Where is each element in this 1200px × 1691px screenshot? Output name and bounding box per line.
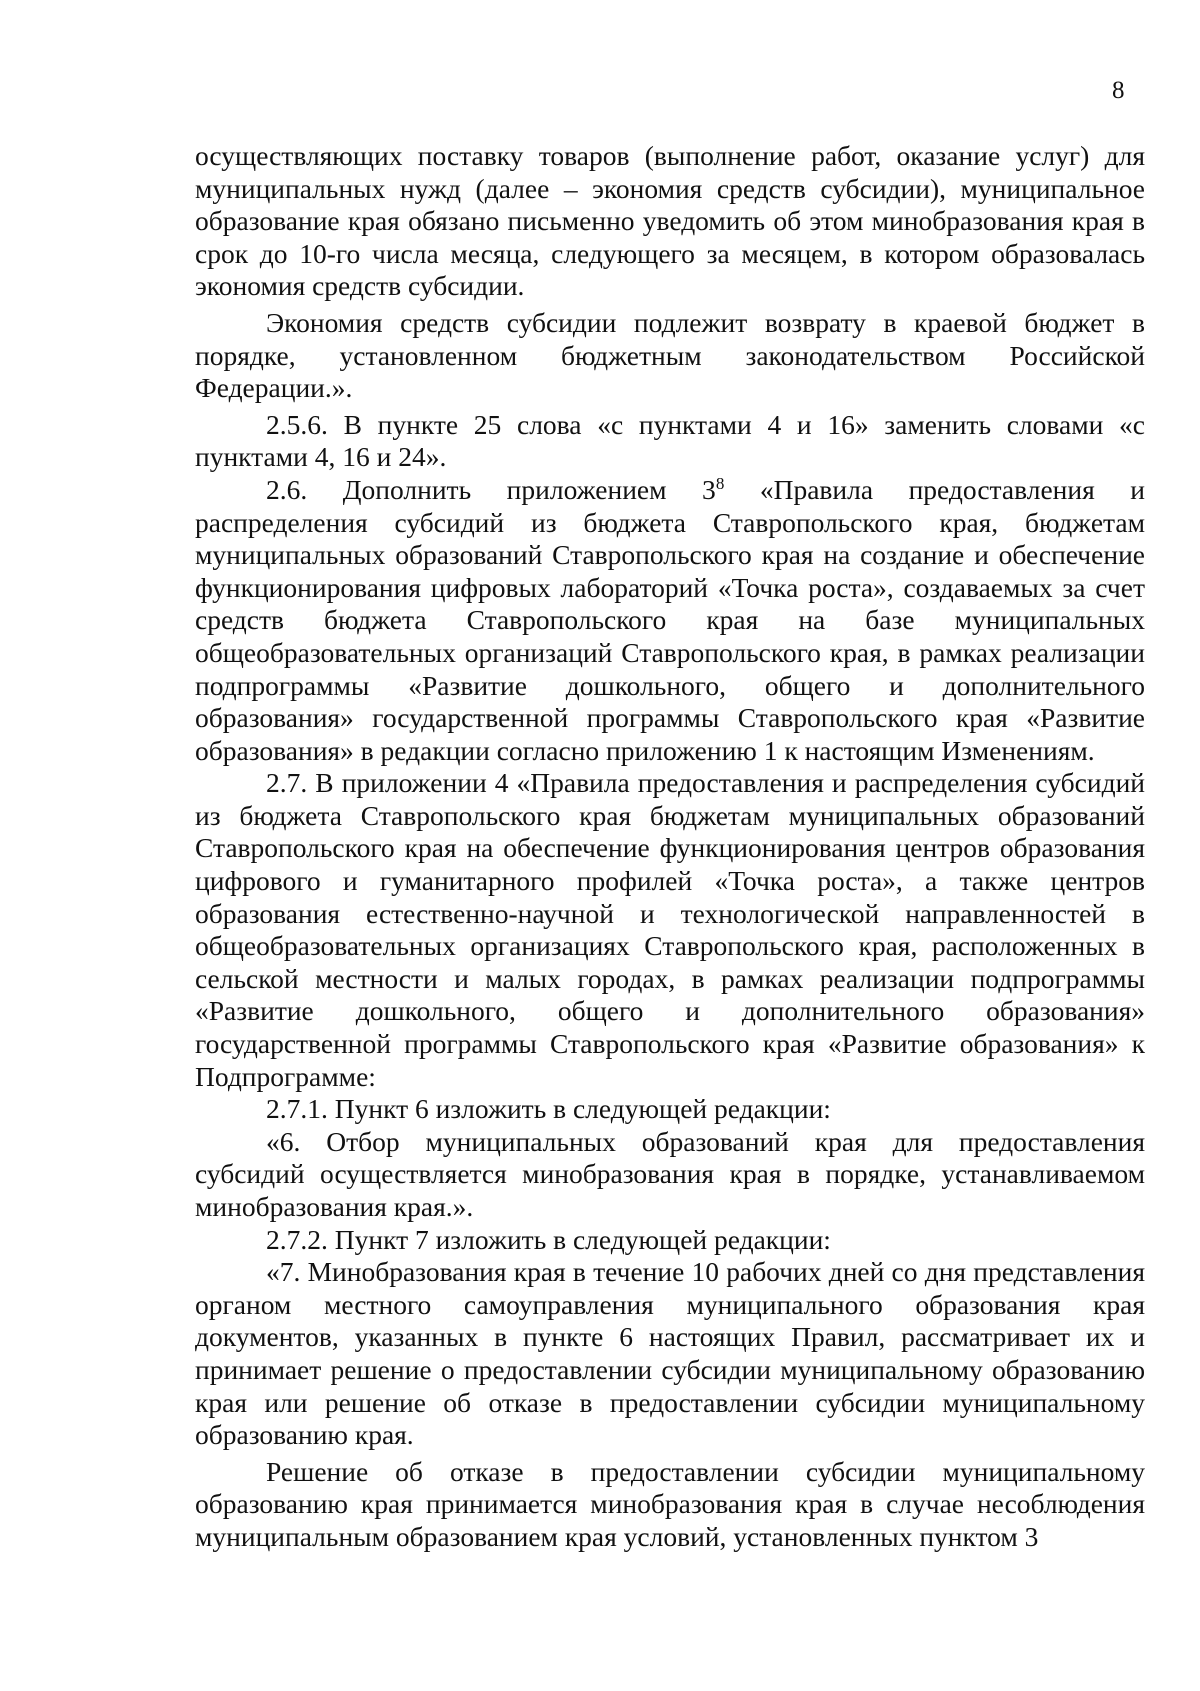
paragraph-2-7: 2.7. В приложении 4 «Правила предоставления и распределения субсидий из бюджета Ставропольского края бюджетам муниципальных образований Ставропольского края на обеспечение функционирования центров образования цифрового и гуманитарного профилей «Точка роста», а также центров образования естественно-научной и технологической направленностей в общеобразовательных организациях Ставропольского края, расположенных в сельской местности и малых городах, в рамках реализации подпрограммы «Развитие дошкольного, общего и дополнительного образования» государственной программы Ставропольского края «Развитие образования» к Подпрограмме: <box>195 767 1145 1092</box>
page-number: 8 <box>1112 77 1125 104</box>
appendix-superscript: 8 <box>715 473 725 493</box>
paragraph-refusal-decision: Решение об отказе в предоставлении субсидии муниципальному образованию края принимается минобразования края в случае несоблюдения муниципальным образованием края условий, установленных пунктом 3 <box>195 1455 1145 1552</box>
paragraph-2-6-rest: «Правила предоставления и распределения субсидий из бюджета Ставропольского края, бюджетам муниципальных образований Ставропольского края на создание и обеспечение функционирования цифровых лабораторий «Точка роста», создаваемых за счет средств бюджета Ставропольского края на базе муниципальных общеобразовательных организаций Ставропольского края, в рамках реализации подпрограммы «Развитие дошкольного, общего и дополнительного образования» государственной программы Ставропольского края «Развитие образования» в редакции согласно приложению 1 к настоящим Изменениям. <box>195 473 1145 766</box>
document-body <box>195 140 1145 1554</box>
paragraph-continuation: осуществляющих поставку товаров (выполнение работ, оказание услуг) для муниципальных нужд (далее – экономия средств субсидии), муниципальное образование края обязано письменно уведомить об этом минобразования края в срок до 10-го числа месяца, следующего за месяцем, в котором образовалась экономия средств субсидии. <box>195 140 1145 302</box>
paragraph-2-7-2: 2.7.2. Пункт 7 изложить в следующей редакции: <box>266 1223 831 1255</box>
paragraph-2-6-start: 2.6. Дополнить приложением 3 <box>266 473 716 505</box>
paragraph-2-7-1: 2.7.1. Пункт 6 изложить в следующей редакции: <box>266 1093 831 1125</box>
paragraph-clause-7: «7. Минобразования края в течение 10 рабочих дней со дня представления органом местного самоуправления муниципального образования края документов, указанных в пункте 6 настоящих Правил, рассматривает их и принимает решение о предоставлении субсидии муниципальному образованию края или решение об отказе в предоставлении субсидии муниципальному образованию края. <box>195 1256 1145 1451</box>
paragraph-2-6 <box>195 474 1145 767</box>
paragraph-savings-refund: Экономия средств субсидии подлежит возврату в краевой бюджет в порядке, установленном бюджетным законодательством Российской Федерации.». <box>195 306 1145 404</box>
paragraph-2-5-6: 2.5.6. В пункте 25 слова «с пунктами 4 и 16» заменить словами «с пунктами 4, 16 и 24». <box>195 408 1145 473</box>
paragraph-clause-6: «6. Отбор муниципальных образований края для предоставления субсидий осуществляется минобразования края в порядке, устанавливаемом минобразования края.». <box>195 1125 1145 1222</box>
